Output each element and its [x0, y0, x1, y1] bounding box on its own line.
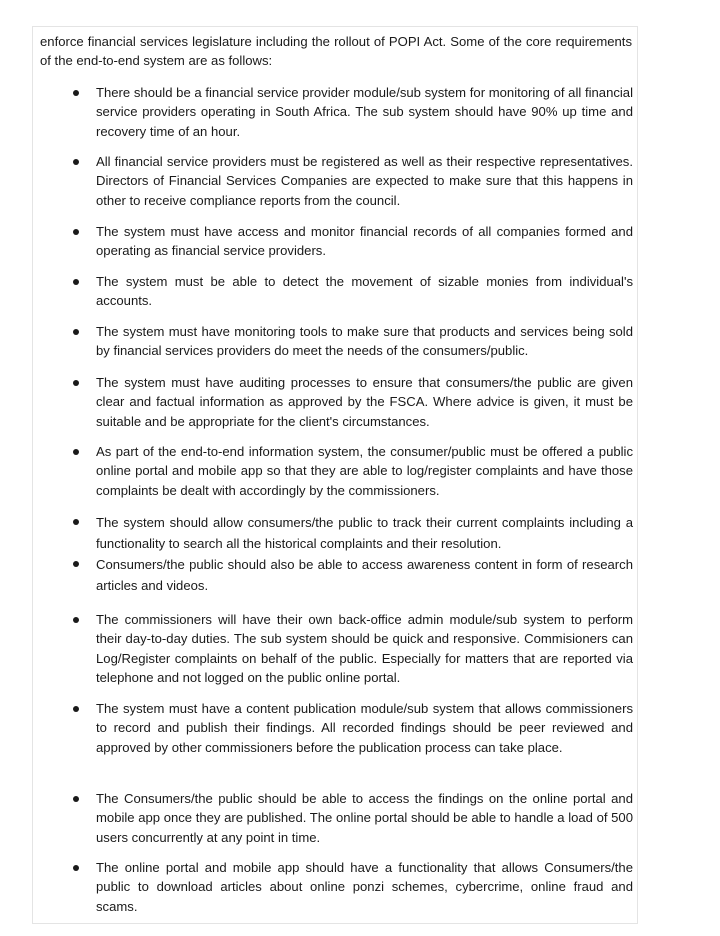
bullet-icon — [73, 561, 79, 567]
requirement-text: The system must have auditing processes to ensure that consumers/the public are given clear and factual information as approved by the FSCA. Where advice is given, it must be suitable and be appropriate for the client's circumstances. — [96, 375, 633, 429]
bullet-icon — [73, 706, 79, 712]
requirement-text: The system should allow consumers/the public to track their current complaints including a functionality to search all the historical complaints and their resolution. — [96, 515, 633, 551]
bullet-icon — [73, 90, 79, 96]
requirement-text: The commissioners will have their own back-office admin module/sub system to perform their day-to-day duties. The sub system should be quick and responsive. Commisioners can Log/Register complaints on behalf of the public. Especially for matters that are reported via telephone and not logged on the public online portal. — [96, 612, 633, 686]
bullet-icon — [73, 159, 79, 165]
bullet-icon — [73, 329, 79, 335]
bullet-icon — [73, 865, 79, 871]
requirement-text: The system must have monitoring tools to make sure that products and services being sold by financial services providers do meet the needs of the consumers/public. — [96, 324, 633, 359]
requirement-text: The system must have access and monitor financial records of all companies formed and operating as financial service providers. — [96, 224, 633, 259]
requirement-item — [96, 789, 633, 847]
requirement-item — [96, 222, 633, 261]
requirement-item — [96, 272, 633, 311]
requirement-item — [96, 858, 633, 916]
requirement-text: As part of the end-to-end information system, the consumer/public must be offered a public online portal and mobile app so that they are able to log/register complaints and have those complaints be dealt with accordingly by the commissioners. — [96, 444, 633, 498]
requirement-text: Consumers/the public should also be able to access awareness content in form of research articles and videos. — [96, 557, 633, 593]
requirement-text: There should be a financial service provider module/sub system for monitoring of all financial service providers operating in South Africa. The sub system should have 90% up time and recovery time of an hour. — [96, 85, 633, 139]
bullet-icon — [73, 380, 79, 386]
requirement-text: The Consumers/the public should be able to access the findings on the online portal and mobile app once they are published. The online portal should be able to handle a load of 500 users concurrently at any point in time. — [96, 791, 633, 845]
requirement-item — [96, 373, 633, 431]
requirement-text: The online portal and mobile app should have a functionality that allows Consumers/the public to download articles about online ponzi schemes, cybercrime, online fraud and scams. — [96, 860, 633, 914]
requirement-item — [96, 442, 633, 500]
requirement-item — [96, 322, 633, 361]
bullet-icon — [73, 449, 79, 455]
bullet-icon — [73, 617, 79, 623]
requirement-item — [96, 554, 633, 596]
requirement-item — [96, 83, 633, 141]
requirement-text: The system must have a content publication module/sub system that allows commissioners to record and publish their findings. All recorded findings should be peer reviewed and approved by other commissioners before the publication process can take place. — [96, 701, 633, 755]
requirement-item — [96, 152, 633, 210]
bullet-icon — [73, 229, 79, 235]
requirement-item — [96, 610, 633, 688]
bullet-icon — [73, 796, 79, 802]
bullet-icon — [73, 519, 79, 525]
requirement-item — [96, 699, 633, 757]
requirement-text: The system must be able to detect the movement of sizable monies from individual's accounts. — [96, 274, 633, 309]
bullet-icon — [73, 279, 79, 285]
requirement-text: All financial service providers must be registered as well as their respective representatives. Directors of Financial Services Companies are expected to make sure that this happens in other to receive compliance reports from the council. — [96, 154, 633, 208]
intro-paragraph: enforce financial services legislature including the rollout of POPI Act. Some of the core requirements of the end-to-end system are as follows: — [40, 34, 632, 68]
requirement-item — [96, 512, 633, 554]
